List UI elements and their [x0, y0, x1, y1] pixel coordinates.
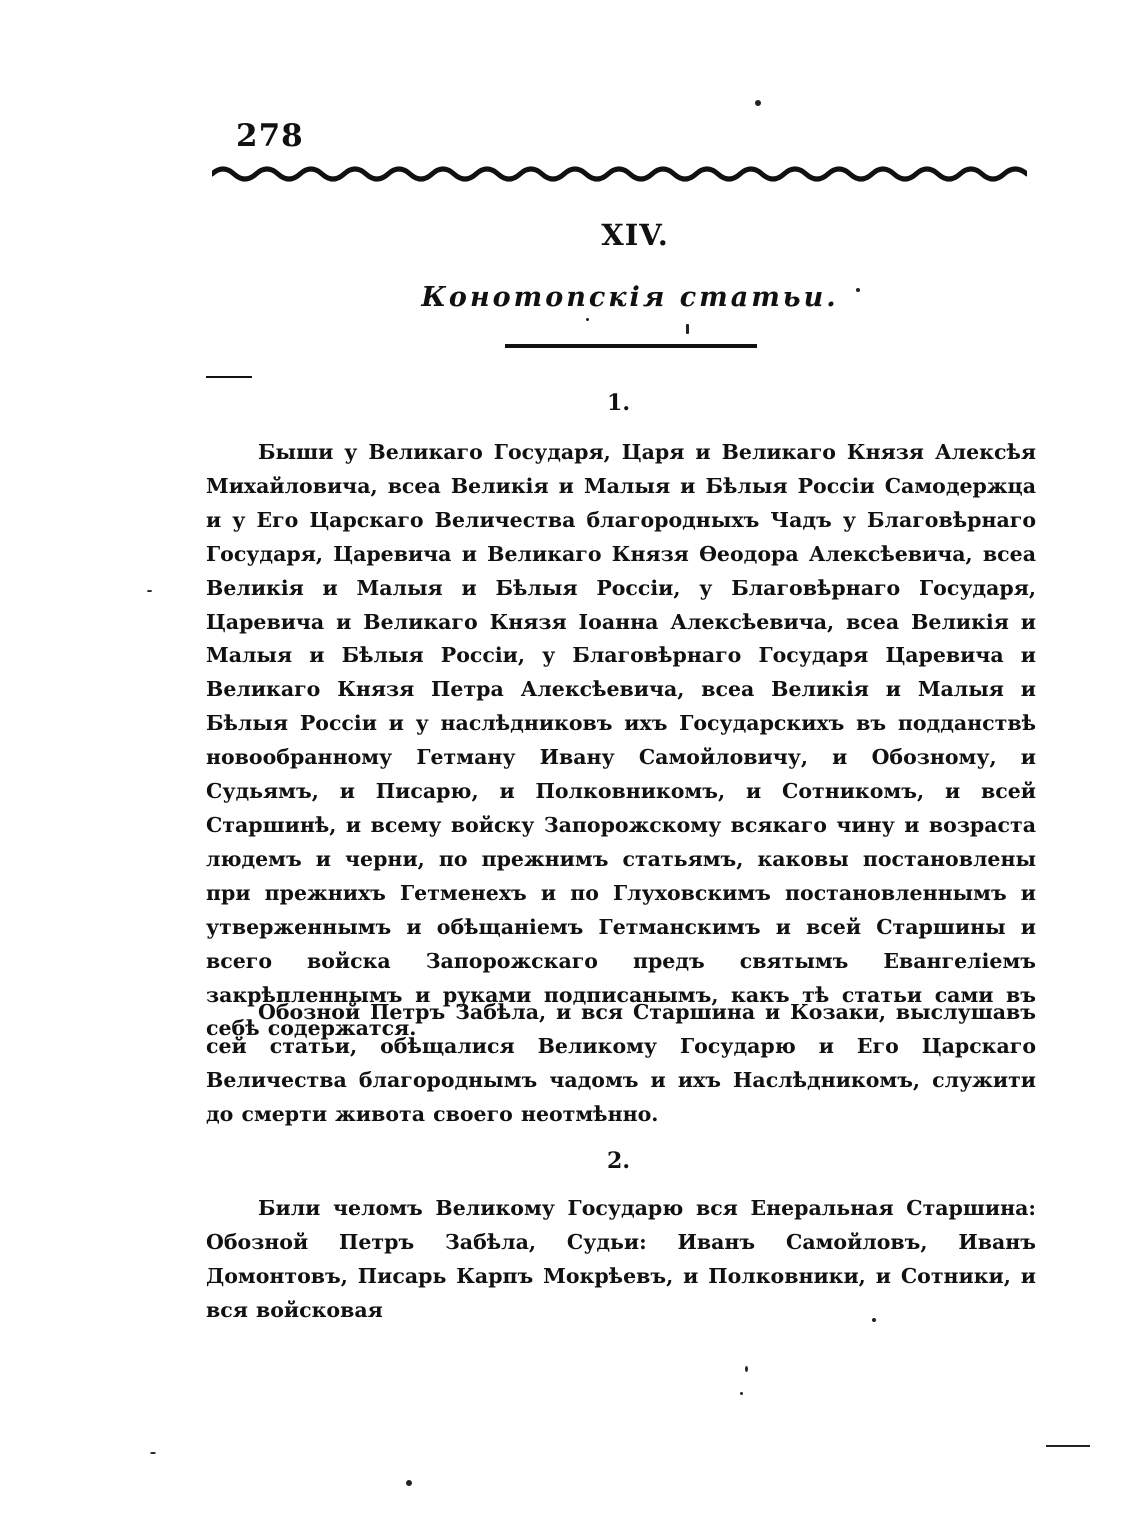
margin-dash [206, 376, 252, 378]
article-number-1: 1. [607, 390, 630, 416]
paragraph-article-2: Били челомъ Великому Государю вся Енеральная Старшина: Обозной Петръ Забѣла, Судьи: Иванъ Самойловъ, Иванъ Домонтовъ, Писарь Карпъ Мокрѣевъ, и Полковники, и Сотники, и вся войсковая [206, 1196, 1036, 1322]
title-underline [505, 344, 757, 348]
scan-speck [147, 590, 152, 592]
scan-speck [686, 324, 689, 334]
corner-dash [1046, 1445, 1090, 1447]
section-number: XIV. [601, 218, 669, 252]
scan-speck [150, 1452, 156, 1454]
scan-speck [406, 1480, 412, 1486]
scan-speck [872, 1318, 876, 1322]
article-number-2: 2. [607, 1148, 630, 1174]
scan-speck [745, 1366, 748, 1372]
scan-speck [755, 100, 761, 106]
paragraph-article-1-resolution: Обозной Петръ Забѣла, и вся Старшина и Козаки, выслушавъ сей статьи, обѣщалися Великому Государю и Его Царскаго Величества благороднымъ чадомъ и ихъ Наслѣдникомъ, служити до смерти живота своего неотмѣнно. [206, 1000, 1036, 1126]
scan-speck [586, 318, 589, 321]
scan-speck [740, 1392, 743, 1395]
wavy-divider [212, 160, 1027, 188]
scan-speck [856, 288, 860, 292]
section-title: Конотопскія статьи. [421, 282, 839, 313]
page-number: 278 [236, 118, 304, 154]
paragraph-article-1: Быши у Великаго Государя, Царя и Великаго Князя Алексѣя Михайловича, всеа Великія и Малыя и Бѣлыя Россіи Самодержца и у Его Царскаго Величества благородныхъ Чадъ у Благовѣрнаго Государя, Царевича и Великаго Князя Ѳеодора Алексѣевича, всеа Великія и Малыя и Бѣлыя Россіи, у Благовѣрнаго Государя, Царевича и Великаго Князя Іоанна Алексѣевича, всеа Великія и Малыя и Бѣлыя Россіи, у Благовѣрнаго Государя Царевича и Великаго Князя Петра Алексѣевича, всеа Великія и Малыя и Бѣлыя Россіи и у наслѣдниковъ ихъ Государскихъ въ подданствѣ новообранному Гетману Ивану Самойловичу, и Обозному, и Судьямъ, и Писарю, и Полковникомъ, и Сотникомъ, и всей Старшинѣ, и всему войску Запорожскому всякаго чину и возраста людемъ и черни, по прежнимъ статьямъ, каковы постановлены при прежнихъ Гетменехъ и по Глуховскимъ постановленнымъ и утверженнымъ и обѣщаніемъ Гетманскимъ и всей Старшины и всего войска Запорожскаго предъ святымъ Евангеліемъ закрѣпленнымъ и руками подписанымъ, какъ тѣ статьи сами въ себѣ содержатся. [206, 440, 1036, 1041]
